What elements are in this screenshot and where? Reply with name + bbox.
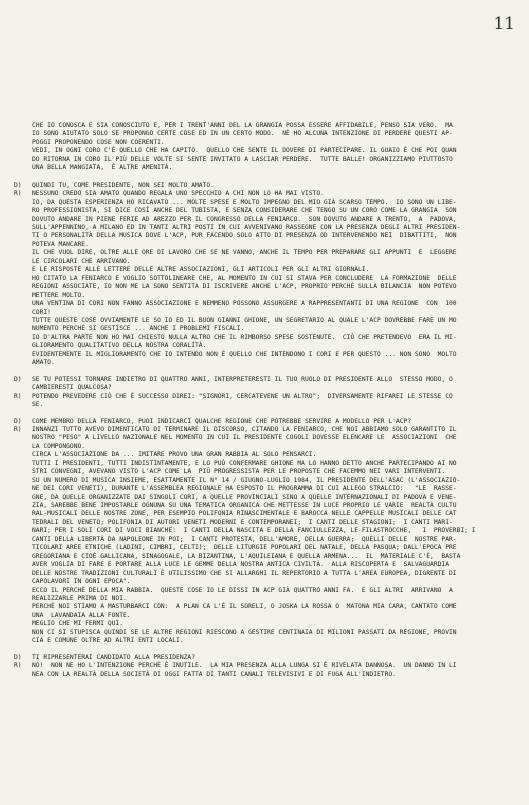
text-line <box>14 216 511 224</box>
text-line <box>14 426 511 434</box>
text-line <box>14 418 511 426</box>
line-text: REGIONI ASSOCIATE, IO NON ME LA SONO SENTITA DI ISCRIVERE ANCHE L'ACP, PROPRIO PERCHÈ SULLA BILANCIA NON POTEVO <box>32 283 457 291</box>
answer-marker: R) <box>14 392 22 400</box>
line-text: AVER VOGLIA DI FARE E PORTARE ALLA LUCE LE GEMME DELLA NOSTRA ANTICA CIVILTÀ. ALLA RISCOPERTA E SALVAGUARDIA <box>32 561 450 569</box>
text-line <box>14 671 511 679</box>
line-text: NE DEI CORI VENETI), DURANTE L'ASSEMBLEA REGIONALE HA ESPOSTO IL PROGRAMMA DI CUI ALLEGO STRALCIO: "LE RASSE- <box>32 485 457 493</box>
line-text: AMATO. <box>32 359 55 367</box>
text-line <box>14 283 511 291</box>
line-text: DELLE NOSTRE TRADIZIONI CULTURALI È UTILISSIMO CHE SI ALLARGHI IL REPERTORIO A TUTTA L'AREA EUROPEA, DIGRENTE DI <box>32 569 457 577</box>
text-line <box>14 182 511 190</box>
line-text: TUTTI I PRESIDENTI, TUTTI INDISTINTAMENTE, E LO PUÒ CONFERMARE GHIONE MA LO HANNO DETTO ANCHE PARTECIPANDO AI NO <box>32 459 457 467</box>
line-label <box>14 468 32 476</box>
block-gap <box>14 410 511 418</box>
line-text: CAPOLAVORI IN OGNI EPOCA". <box>32 578 131 586</box>
line-text: INNANZI TUTTO AVEVO DIMENTICATO DI TERMINARE IL DISCORSO, CITANDO LA FENIARCO, CHE NOI ABBIAMO SOLO GARANTITO IL <box>32 425 457 433</box>
line-text: EVIDENTEMENTE IL MIGLIORAMENTO CHE IO INTENDO NON È QUELLO CHE INTENDONO I CORI E PER QUESTO ... NON SONO MOLTO <box>32 350 457 358</box>
line-text: CORI! <box>32 308 51 316</box>
line-label <box>14 629 32 637</box>
line-label <box>14 595 32 603</box>
block-gap <box>14 173 511 182</box>
line-text: MEGLIO CHE MI FERMI QUI. <box>32 620 123 628</box>
text-line <box>14 603 511 611</box>
line-text: IL CHE VUOL DIRE, OLTRE ALLE ORE DI LAVORO CHE SE NE VANNO, ANCHE IL TEMPO PER PREPARARE GLI APPUNTI E LEGGERE <box>32 249 457 257</box>
question-marker: D) <box>14 417 22 425</box>
text-line <box>14 376 511 384</box>
line-text: METTERE MOLTO. <box>32 291 86 299</box>
line-label <box>14 241 32 249</box>
line-label <box>14 612 32 620</box>
text-line <box>14 510 511 518</box>
text-line <box>14 300 511 308</box>
line-text: NOSTRO "PESO" A LIVELLO NAZIONALE NEL MOMENTO IN CUI IL PRESIDENTE COGOLI DOVESSE ELENCARE LE ASSOCIAZIONI CHE <box>32 434 457 442</box>
line-text: GREGORIANA E CIOÈ GALLICANA, SINAGOGALE, LA BIZANTINA, L'AQUILEIANA E QUELLA ARMENA... IL MATERIALE C'È, BASTA <box>32 552 461 560</box>
text-line <box>14 266 511 274</box>
line-text: REALIZZARLE PRIMA DI NOI. <box>32 595 127 603</box>
line-text: HO CITATO LA FENIARCO E VOGLIO SOTTOLINEARE CHE, AL MOMENTO IN CUI SI STAVA PER CONCLUDERE LA FORMAZIONE DELLE <box>32 274 457 282</box>
text-line <box>14 443 511 451</box>
text-line <box>14 477 511 485</box>
line-label <box>14 300 32 308</box>
line-label <box>14 199 32 207</box>
text-line <box>14 536 511 544</box>
line-text: ZIA, SAREBBE BENE IMPOSTARLE OGNUNA SU UNA TEMATICA ORGANICA CHE METTESSE IN LUCE PROPRIO LE VARIE REALTÀ CULTU <box>32 502 457 510</box>
line-label <box>14 292 32 300</box>
text-line <box>14 629 511 637</box>
answer-marker: R) <box>14 425 22 433</box>
qa-block <box>14 418 511 646</box>
text-line <box>14 258 511 266</box>
line-label <box>14 266 32 274</box>
line-label <box>14 130 32 138</box>
text-line <box>14 232 511 240</box>
line-label <box>14 477 32 485</box>
line-text: POGGI PROPONENDO COSE NON COERENTI. <box>32 138 165 146</box>
line-text: GLIORAMENTO QUALITATIVO DELLA NOSTRA CORALITÀ. <box>32 342 207 350</box>
line-label <box>14 485 32 493</box>
qa-blocks <box>14 173 511 679</box>
line-text: TI RIPRESENTERAI CANDIDATO ALLA PRESIDENZA? <box>32 653 196 661</box>
line-label <box>14 224 32 232</box>
line-text: COME MEMBRO DELLA FENIARCO, PUOI INDICARCI QUALCHE REGIONE CHE POTREBBE SERVIRE A MODELLO PER L'ACP? <box>32 417 412 425</box>
line-label <box>14 334 32 342</box>
line-label <box>14 570 32 578</box>
question-marker: D) <box>14 653 22 661</box>
text-line <box>14 502 511 510</box>
line-text: IO SONO AIUTATO SOLO SE PROPONGO CERTE COSE ED IN UN CERTO MODO. NÈ HO ALCUNA INTENZIONE DI PERDERE QUESTI AP- <box>32 130 453 138</box>
line-label <box>14 317 32 325</box>
line-label <box>14 401 32 409</box>
text-line <box>14 241 511 249</box>
line-label <box>14 578 32 586</box>
answer-marker: R) <box>14 662 22 670</box>
line-label <box>14 207 32 215</box>
line-text: IO, DA QUESTA ESPERIENZA HO RICAVATO ... MOLTE SPESE E MOLTO IMPEGNO DEL MIO GIÀ SCARSO TEMPO. IO SONO UN LIBE- <box>32 198 457 206</box>
text-line <box>14 199 511 207</box>
line-text: SE TU POTESSI TORNARE INDIETRO DI QUATTRO ANNI, INTERPRETERESTI IL TUO RUOLO DI PRESIDENTE ALLO STESSO MODO, O <box>32 375 453 383</box>
line-text: CIRCA L'ASSOCIAZIONE DA ... IMITARE PROVO UNA GRAN RABBIA AL SOLO PENSARCI. <box>32 451 317 459</box>
text-line <box>14 130 511 138</box>
line-text: NUMENTO PERCHÈ SI GESTISCE ... ANCHE I PROBLEMI FISCALI. <box>32 325 245 333</box>
block-gap <box>14 368 511 376</box>
line-text: LA COMPONGONO. <box>32 442 86 450</box>
line-text: RAL-MUSICALI DELLE NOSTRE ZONE, PER ESEMPIO POLIFONIA RINASCIMENTALE E BAROCCA NELLE CAPPELLE MUSICALI DELLE CAT <box>32 510 457 518</box>
answer-marker: R) <box>14 190 22 198</box>
line-text: PERCHÈ NOI STIAMO A MASTURBARCI CON: A PLAN CA L'È IL SORELI, O JOSKA LA ROSSA O MATONA MIA CARA, CANTATO COME <box>32 603 457 611</box>
line-label <box>14 561 32 569</box>
question-marker: D) <box>14 181 22 189</box>
line-label <box>14 384 32 392</box>
text-line <box>14 156 511 164</box>
line-label <box>14 620 32 628</box>
question-marker: D) <box>14 375 22 383</box>
line-text: E LE RISPOSTE ALLE LETTERE DELLE ALTRE ASSOCIAZIONI, GLI ARTICOLI PER GLI ALTRI GIORNALI. <box>32 266 370 274</box>
line-text: NO! NON NE HO L'INTENZIONE PERCHÈ È INUTILE. LA MIA PRESENZA ALLA LUNGA SI È RIVELATA DANNOSA. UN DANNO IN LI <box>32 662 457 670</box>
line-label <box>14 502 32 510</box>
line-label <box>14 249 32 257</box>
line-label <box>14 434 32 442</box>
qa-block <box>14 376 511 410</box>
qa-block <box>14 654 511 679</box>
line-text: CANTI DELLA LIBERTÀ DA NAPOLEONE IN POI; I CANTI PROTESTA, DELL'AMORE, DELLA GUERRA; QUELLI DELLE NOSTRE PAR- <box>32 535 457 543</box>
line-label <box>14 603 32 611</box>
line-label <box>14 510 32 518</box>
line-text: CHE IO CONOSCA E SIA CONOSCIUTO E, PER I TRENT'ANNI DEL LA GRANGIA POSSA ESSERE AFFIDABILE, PENSO SIA VERO. MA <box>32 122 453 129</box>
text-line <box>14 275 511 283</box>
text-line <box>14 434 511 442</box>
text-line <box>14 309 511 317</box>
line-text: POTENDO PREVEDERE CIÒ CHE È SUCCESSO DIREI: "SIGNORI, CERCATEVENE UN ALTRO"; DIVERSAMENTE RIFAREI LE STESSE CO <box>32 392 453 400</box>
text-line <box>14 190 511 198</box>
text-line <box>14 637 511 645</box>
text-line <box>14 485 511 493</box>
text-line <box>14 342 511 350</box>
line-text: TUTTE QUESTE COSE OVVIAMENTE LE SO IO ED IL BUON GIANNI GHIONE, UN SEGRETARIO AL QUALE L'ACP DOVREBBE FARE UN MO <box>32 316 457 324</box>
line-label <box>14 309 32 317</box>
text-line <box>14 359 511 367</box>
line-text: NON CI SI STUPISCA QUINDI SE LE ALTRE REGIONI RIESCONO A GESTIRE CENTINAIA DI MILIONI PASSATI DA REGIONE, PROVIN <box>32 628 457 636</box>
line-text: NESSUNO CREDO SIA AMATO QUANDO REGALA UNO SPECCHIO A CHI NON LO HA MAI VISTO. <box>32 190 324 198</box>
text-line <box>14 292 511 300</box>
line-text: POTEVA MANCARE. <box>32 240 89 248</box>
line-label <box>14 325 32 333</box>
line-text: TICOLARI AREE ETNICHE (LADINI, CIMBRI, CELTI); DELLE LITURGIE POPOLARI DEL NATALE, DELLA PASQUA; DALL'EPOCA PRE <box>32 544 457 552</box>
text-line <box>14 384 511 392</box>
text-line <box>14 544 511 552</box>
line-label <box>14 451 32 459</box>
line-text: UNA VENTINA DI CORI NON FANNO ASSOCIAZIONE E NEMMENO POSSONO ASSURGERE A RAPPRESENTANTI DI UNA REGIONE CON 100 <box>32 300 457 308</box>
line-label <box>14 351 32 359</box>
text-line <box>14 578 511 586</box>
text-line <box>14 662 511 670</box>
line-label <box>14 443 32 451</box>
text-line <box>14 620 511 628</box>
line-text: CIA E COMUNE OLTRE AD ALTRI ENTI LOCALI. <box>32 637 184 645</box>
line-label <box>14 275 32 283</box>
line-label <box>14 527 32 535</box>
text-line <box>14 207 511 215</box>
text-line <box>14 570 511 578</box>
text-line <box>14 612 511 620</box>
text-line <box>14 147 511 155</box>
line-text: SU UN NUMERO DI MUSICA INSIEME, ESATTAMENTE IL N° 14 / GIUGNO-LUGLIO 1984, IL PRESIDENTE DELL'ASAC (L'ASSOCIAZIO- <box>32 476 461 484</box>
line-text: ECCO IL PERCHÈ DELLA MIA RABBIA. QUESTE COSE IO LE DISSI IN ACP GIÀ QUATTRO ANNI FA. E GLI ALTRI ARRIVANO A <box>32 586 453 594</box>
text-line <box>14 468 511 476</box>
line-text: SE. <box>32 401 44 409</box>
text-line <box>14 249 511 257</box>
line-text: STRI CONVEGNI, AVEVANO VISTO L'ACP COME LA PIÙ PROGRESSISTA PER LE PROPOSTE CHE FACEMMO NEI VARI INTERVENTI. <box>32 468 446 476</box>
text-line <box>14 351 511 359</box>
line-label <box>14 216 32 224</box>
line-text: GNE, DA QUELLE ORGANIZZATE DAI SINGOLI CORI, A QUELLE PROVINCIALI SINO A QUELLE INTERNAZIONALI DI PADOVA E VENE- <box>32 493 457 501</box>
text-line <box>14 527 511 535</box>
text-line <box>14 561 511 569</box>
line-label <box>14 494 32 502</box>
line-text: UNA BELLA MANGIATA, È ALTRE AMENITÀ. <box>32 164 173 172</box>
line-label <box>14 283 32 291</box>
line-label <box>14 147 32 155</box>
line-text: NEA CON LA REALTÀ DELLA SOCIETÀ DI OGGI FATTA DI TANTI CANALI TELEVISIVI E DI FUGA ALL'INDIETRO. <box>32 670 396 678</box>
text-line <box>14 164 511 172</box>
line-label <box>14 156 32 164</box>
line-label <box>14 164 32 172</box>
line-label <box>14 544 32 552</box>
line-label <box>14 536 32 544</box>
line-label <box>14 139 32 147</box>
text-line <box>14 553 511 561</box>
line-label <box>14 232 32 240</box>
text-line <box>14 393 511 401</box>
text-line <box>14 519 511 527</box>
line-label <box>14 637 32 645</box>
line-text: VEDI, IN OGNI CORO C'È QUELLO CHE HA CAPITO. QUELLO CHE SENTE IL DOVERE DI PARTECIPARE. IL GUAIO È CHE POI QUAN <box>32 147 457 155</box>
qa-block <box>14 182 511 368</box>
interview-text <box>14 122 511 679</box>
line-text: LE CIRCOLARI CHE ARRIVANO. <box>32 257 131 265</box>
text-line <box>14 587 511 595</box>
line-label <box>14 342 32 350</box>
block-gap <box>14 646 511 654</box>
line-text: NARI; PER I SOLI CORI DI VOCI BIANCHE: I CANTI DELLA NASCITA E DELLA FANCIULLEZZA, LE FILASTROCCHE, I PROVERBI; I <box>32 527 476 535</box>
line-label <box>14 671 32 679</box>
line-label <box>14 553 32 561</box>
line-text: UNA LAVANDAIA ALLA FONTE. <box>32 611 131 619</box>
line-label <box>14 519 32 527</box>
line-text: QUINDI TU, COME PRESIDENTE, NON SEI MOLTO AMATO. <box>32 181 214 189</box>
text-line <box>14 460 511 468</box>
intro-paragraph <box>14 122 511 173</box>
line-label <box>14 258 32 266</box>
text-line <box>14 401 511 409</box>
text-line <box>14 451 511 459</box>
line-text: CAMBIERESTI QUALCOSA? <box>32 384 112 392</box>
text-line <box>14 494 511 502</box>
line-text: IO D'ALTRA PARTE NON HO MAI CHIESTO NULLA ALTRO CHE IL RIMBORSO SPESE SOSTENUTE. CIÒ CHE PRETENDEVO ERA IL MI- <box>32 333 457 341</box>
text-line <box>14 325 511 333</box>
line-text: DO RITORNA IN CORO IL PIÙ DELLE VOLTE SI SENTE INVITATO A LASCIAR PERDERE. TUTTE BALLE! ORGANIZZIAMO PIUTTOSTO <box>32 155 453 163</box>
line-text: TI O PERSONALITÀ DELLA MUSICA DOVE L'ACP, PUR FACENDO SOLO ATTO DI PRESENZA OD INTERVENENDO NEI DIBATTITI, NON <box>32 232 457 240</box>
line-text: DOVUTO ANDARE IN PIENE FERIE AD AREZZO PER IL CONGRESSO DELLA FENIARCO. SON DOVUTO ANDARE A TRENTO, A PADOVA, <box>32 215 457 223</box>
line-label <box>14 359 32 367</box>
line-label <box>14 122 32 130</box>
line-text: SULL'APPENNINO, A MILANO ED IN TANTI ALTRI POSTI IN CUI AVVENIVANO RASSEGNE CON LA PRESENZA DEGLI ALTRI PRESIDEN- <box>32 223 461 231</box>
line-text: RO PROFESSIONISTA, SI DICE COSÌ ANCHE DEL TUBISTA, E SENZA CONSIDERARE CHE TENGO SU UN CORO COME LA GRANGIA SON <box>32 207 457 215</box>
line-label <box>14 587 32 595</box>
line-label <box>14 460 32 468</box>
page-number: 11 <box>493 14 515 34</box>
line-text: TEDRALI DEL VENETO; POLIFONIA DI AUTORI VENETI MODERNI E CONTEMPORANEI; I CANTI DELLE STAGIONI; I CANTI MARI- <box>32 518 453 526</box>
text-line <box>14 654 511 662</box>
